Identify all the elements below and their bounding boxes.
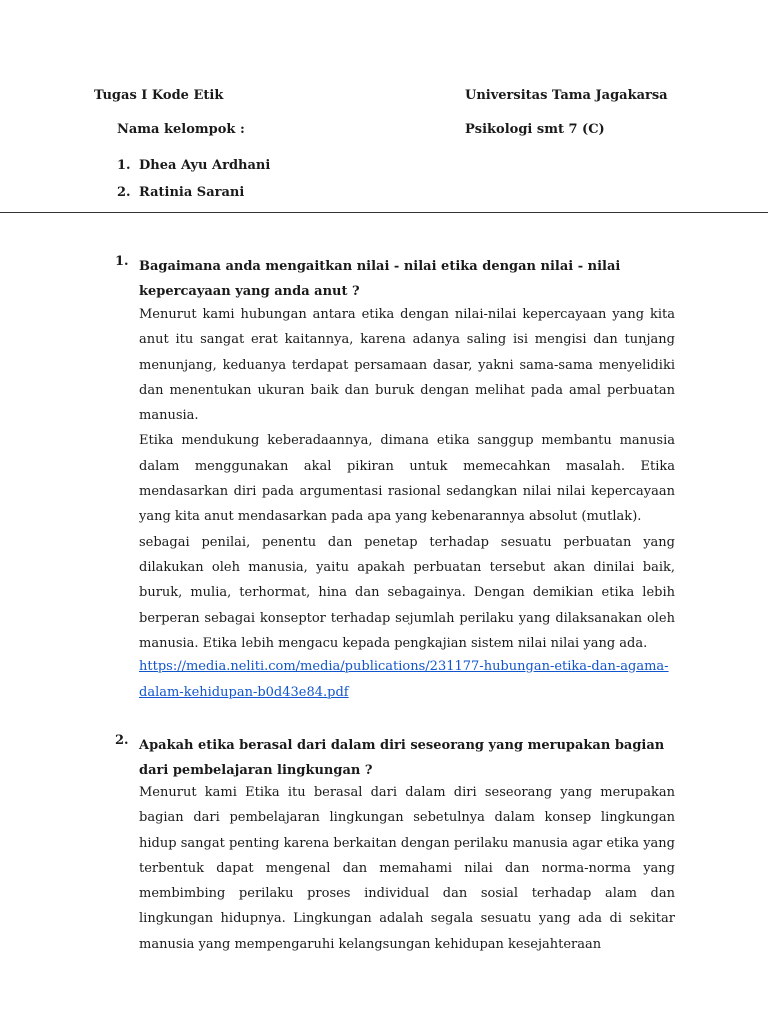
answer-paragraph: Menurut kami Etika itu berasal dari dalam diri seseorang yang merupakan bagian dari pembelajaran lingkungan sebetulnya dalam konsep lingkungan hidup sangat penting karena berkaitan dengan perilaku manusia agar etika yang terbentuk dapat mengenal dan memahami nilai dan norma-norma yang membimbing perilaku proses individual dan sosial terhadap alam dan lingkungan hidupnya. Lingkungan adalah segala sesuatu yang ada di sekitar manusia yang mempengaruhi kelangsungan kehidupan kesejahteraan bbox=[139, 785, 675, 952]
member-number: 1. bbox=[117, 158, 131, 173]
answer-paragraph: sebagai penilai, penentu dan penetap terhadap sesuatu perbuatan yang dilakukan oleh manusia, yaitu apakah perbuatan tersebut akan dinilai baik, buruk, mulia, terhormat, hina dan sebagainya. Dengan demikian etika lebih berperan sebagai konseptor terhadap sejumlah perilaku yang dilaksanakan oleh manusia. Etika lebih mengacu kepada pengkajian sistem nilai nilai yang ada. bbox=[139, 534, 675, 651]
member-name: Dhea Ayu Ardhani bbox=[139, 158, 271, 173]
header-divider bbox=[0, 212, 768, 213]
question-number: 2. bbox=[115, 733, 129, 748]
answer-1 bbox=[139, 302, 675, 656]
question-title: Apakah etika berasal dari dalam diri seseorang yang merupakan bagian dari pembelajaran lingkungan ? bbox=[139, 738, 665, 778]
member-number: 2. bbox=[117, 185, 131, 200]
group-label: Nama kelompok : bbox=[117, 122, 245, 137]
member-name: Ratinia Sarani bbox=[139, 185, 245, 200]
answer-2 bbox=[139, 780, 675, 957]
assignment-title: Tugas I Kode Etik bbox=[94, 88, 224, 103]
university-name: Universitas Tama Jagakarsa bbox=[465, 88, 668, 103]
question-title: Bagaimana anda mengaitkan nilai - nilai etika dengan nilai - nilai kepercayaan yang anda anut ? bbox=[139, 259, 621, 299]
answer-paragraph: Menurut kami hubungan antara etika dengan nilai-nilai kepercayaan yang kita anut itu sangat erat kaitannya, karena adanya saling isi mengisi dan tunjang menunjang, keduanya terdapat persamaan dasar, yakni sama-sama menyelidiki dan menentukan ukuran baik dan buruk dengan melihat pada amal perbuatan manusia. bbox=[139, 307, 675, 424]
answer-paragraph: Etika mendukung keberadaannya, dimana etika sanggup membantu manusia dalam menggunakan akal pikiran untuk memecahkan masalah. Etika mendasarkan diri pada argumentasi rasional sedangkan nilai nilai kepercayaan yang kita anut mendasarkan pada apa yang kebenarannya absolut (mutlak). bbox=[139, 433, 675, 525]
class-label: Psikologi smt 7 (C) bbox=[465, 122, 605, 137]
reference-link[interactable]: https://media.neliti.com/media/publications/231177-hubungan-etika-dan-agama-dalam-kehidupan-b0d43e84.pdf bbox=[139, 659, 669, 700]
question-number: 1. bbox=[115, 254, 129, 269]
